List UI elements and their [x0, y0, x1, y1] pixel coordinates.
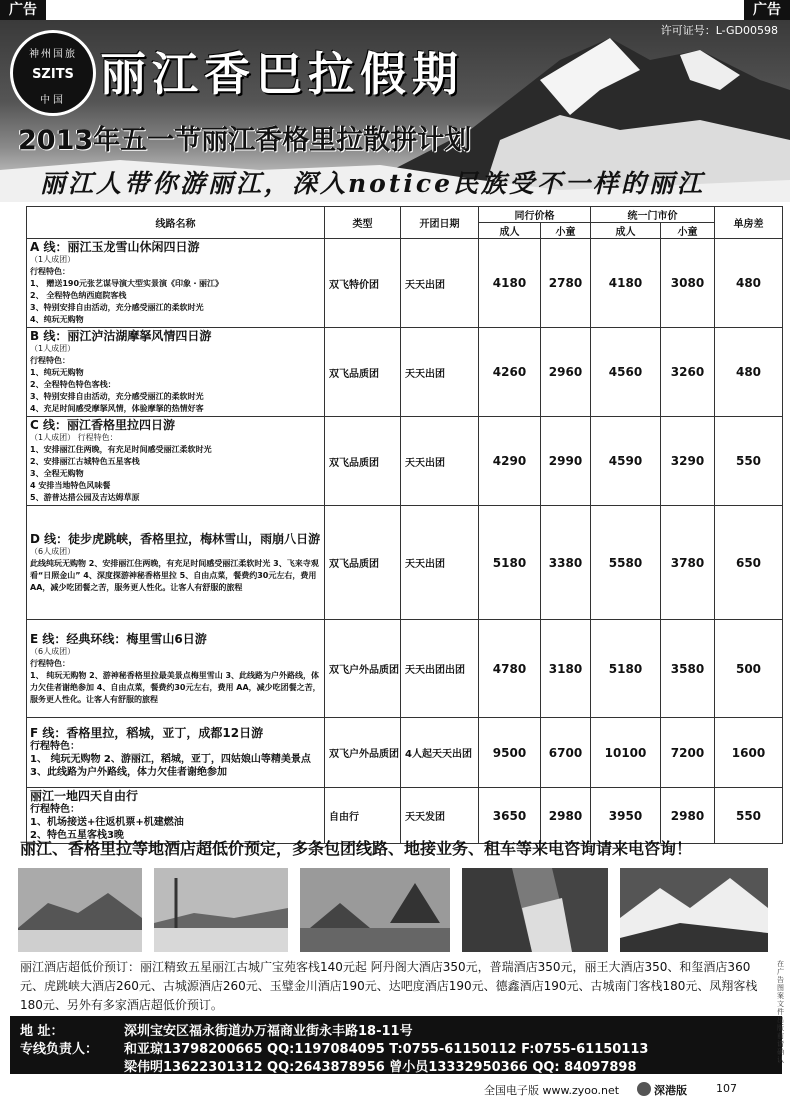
page-number: 107 — [716, 1082, 737, 1095]
header-route: 线路名称 — [27, 207, 325, 239]
headline: 2013年五一节丽江香格里拉散拼计划 — [18, 125, 472, 156]
route-description — [27, 620, 325, 718]
peer-adult-price: 4260 — [479, 328, 541, 417]
logo-top-text: 神州国旅 — [29, 49, 77, 60]
route-type: 双飞特价团 — [325, 239, 401, 328]
route-type: 双飞品质团 — [325, 506, 401, 620]
header-retail-price: 统一门市价 — [591, 207, 715, 223]
hotel-price-list: 丽江酒店超低价预订：丽江精致五星丽江古城广宝苑客栈140元起 阿丹阁大酒店350元，普瑞酒店350元，丽王大酒店350、和玺酒店360元、虎跳峡大酒店260元、古城源酒店260元、玉璧金川酒店190元、达吧度酒店190元、德鑫酒店190元、古城南门客栈180元、凤翔客栈180元、另外有多家酒店超低价预订。 — [20, 960, 758, 1012]
brand-title: 丽江香巴拉假期 — [100, 47, 464, 101]
retail-child-price: 2980 — [661, 788, 715, 844]
route-feature: 4 安排当地特色风味餐 — [30, 481, 111, 490]
contact-person-label: 专线负责人： — [20, 1042, 99, 1057]
retail-adult-price: 5180 — [591, 620, 661, 718]
route-feature: 2、全程特色特色客栈： — [30, 380, 116, 389]
route-feature: 行程特色： — [30, 267, 70, 276]
route-feature: 1、安排丽江住两晚，有充足时间感受丽江柔软时光 — [30, 445, 212, 454]
route-feature: 1、 赠送190元张艺谋导演大型实景演《印象・丽江》 — [30, 279, 224, 288]
ad-tag-right: 广告 — [744, 0, 790, 20]
hotel-booking-headline: 丽江、香格里拉等地酒店超低价预定，多条包团线路、地接业务、租车等来电咨询请来电咨询！ — [20, 839, 693, 858]
photo-gorge — [462, 868, 608, 952]
route-description — [27, 417, 325, 506]
route-row — [27, 417, 783, 506]
contact-row-2 — [20, 1056, 637, 1075]
route-description — [27, 328, 325, 417]
address-label: 地 址： — [20, 1024, 64, 1039]
route-type: 双飞户外品质团 — [325, 620, 401, 718]
single-room-supplement: 500 — [715, 620, 783, 718]
route-description — [27, 239, 325, 328]
peer-child-price: 6700 — [541, 718, 591, 788]
header-type: 类型 — [325, 207, 401, 239]
retail-child-price: 3260 — [661, 328, 715, 417]
top-bar — [0, 0, 790, 20]
peer-adult-price: 4290 — [479, 417, 541, 506]
route-feature: 1、 纯玩无购物 2、游神秘香格里拉最美景点梅里雪山 3、此线路为户外路线，体力欠佳者谢绝参加 4、自由点菜，餐费约30元左右，费用 AA，减少吃团餐之苦，服务更人性化。让客人有舒服的旅程 — [30, 670, 321, 704]
retail-child-price: 3080 — [661, 239, 715, 328]
route-start-date: 天天出团 — [401, 239, 479, 328]
ad-tag-left: 广告 — [0, 0, 46, 20]
photo-strip — [18, 868, 768, 952]
route-feature: 1、纯玩无购物 — [30, 368, 84, 377]
single-room-supplement: 1600 — [715, 718, 783, 788]
header-single-supplement: 单房差 — [715, 207, 783, 239]
header-date: 开团日期 — [401, 207, 479, 239]
route-group-size: （1人成团） — [30, 344, 76, 353]
route-type: 自由行 — [325, 788, 401, 844]
retail-adult-price: 10100 — [591, 718, 661, 788]
logo-mid-text: SZITS — [32, 67, 74, 82]
route-row — [27, 239, 783, 328]
route-group-size: （6人成团） — [30, 646, 76, 656]
route-feature: 2、安排丽江古城特色五星客栈 — [30, 457, 140, 466]
peer-adult-price: 5180 — [479, 506, 541, 620]
route-row — [27, 328, 783, 417]
retail-child-price: 7200 — [661, 718, 715, 788]
peer-child-price: 2980 — [541, 788, 591, 844]
route-feature: 行程特色： — [30, 804, 80, 815]
retail-adult-price: 4560 — [591, 328, 661, 417]
contact-line-2: 梁伟明13622301312 QQ:2643878956 曾小员13332950366 QQ: 84097898 — [124, 1060, 637, 1075]
peer-adult-price: 4180 — [479, 239, 541, 328]
route-type: 双飞品质团 — [325, 328, 401, 417]
peer-child-price: 2990 — [541, 417, 591, 506]
route-row — [27, 506, 783, 620]
peer-child-price: 2780 — [541, 239, 591, 328]
license-number: 许可证号：L-GD00598 — [660, 24, 778, 37]
route-feature: 行程特色： — [30, 356, 70, 365]
route-price-table — [26, 206, 783, 844]
peer-child-price: 2960 — [541, 328, 591, 417]
peer-adult-price: 3650 — [479, 788, 541, 844]
route-feature: 4、纯玩无购物 — [30, 315, 84, 324]
route-feature: 1、机场接送+往返机票+机建燃油 — [30, 817, 184, 828]
banner — [0, 20, 790, 202]
route-feature: 4、充足时间感受摩拏风情，体验摩拏的热情好客 — [30, 404, 204, 413]
peer-child-price: 3180 — [541, 620, 591, 718]
slogan: 丽江人带你游丽江，深入notice民族受不一样的丽江 — [40, 169, 706, 198]
photo-temple — [300, 868, 450, 952]
retail-adult-price: 3950 — [591, 788, 661, 844]
route-group-size: （1人成团） 行程特色： — [30, 433, 118, 442]
header-peer-child: 小童 — [541, 223, 591, 239]
route-title: F 线：香格里拉，稻城，亚丁，成都12日游 — [30, 726, 264, 740]
photo-lake-mountain — [18, 868, 142, 952]
single-room-supplement: 480 — [715, 328, 783, 417]
route-feature: 3、特别安排自由活动，充分感受丽江的柔软时光 — [30, 303, 204, 312]
route-feature: 2、 全程特色纳西庭院客栈 — [30, 291, 127, 300]
retail-adult-price: 5580 — [591, 506, 661, 620]
route-feature: 此线纯玩无购物 2、安排丽江住两晚，有充足时间感受丽江柔软时光 3、飞来寺观看“日照金山” 4、深度探游神秘香格里拉 5、自由点菜，餐费约30元左右，费用 AA，减少吃团餐之苦，服务更人性化。让客人有舒服的旅程 — [30, 558, 319, 592]
route-description — [27, 506, 325, 620]
footer-site[interactable]: 全国电子版 www.zyoo.net — [484, 1084, 620, 1097]
route-description — [27, 718, 325, 788]
retail-child-price: 3580 — [661, 620, 715, 718]
route-title: C 线：丽江香格里拉四日游 — [30, 418, 175, 432]
contact-row-1 — [20, 1038, 648, 1057]
route-feature: 行程特色： — [30, 741, 80, 752]
route-type: 双飞户外品质团 — [325, 718, 401, 788]
route-title: 丽江一地四天自由行 — [30, 789, 139, 803]
logo-bottom-text: 中国 — [40, 95, 66, 106]
route-row — [27, 620, 783, 718]
retail-child-price: 3290 — [661, 417, 715, 506]
contact-box — [10, 1016, 782, 1074]
single-room-supplement: 480 — [715, 239, 783, 328]
route-title: A 线：丽江玉龙雪山休闲四日游 — [30, 240, 200, 254]
route-start-date: 天天出团 — [401, 328, 479, 417]
route-title: E 线：经典环线：梅里雪山6日游 — [30, 631, 207, 646]
route-group-size: （1人成团） — [30, 255, 76, 264]
header-retail-child: 小童 — [661, 223, 715, 239]
single-room-supplement: 650 — [715, 506, 783, 620]
route-feature: 行程特色： — [30, 658, 70, 668]
address-value: 深圳宝安区福永街道办万福商业街永丰路18-11号 — [124, 1024, 413, 1039]
peer-child-price: 3380 — [541, 506, 591, 620]
photo-snow-peaks — [620, 868, 768, 952]
route-type: 双飞品质团 — [325, 417, 401, 506]
single-room-supplement: 550 — [715, 417, 783, 506]
address-row — [20, 1020, 413, 1039]
route-start-date: 天天出团 — [401, 506, 479, 620]
edition-emblem-icon — [637, 1082, 651, 1096]
route-feature: 3、全程无购物 — [30, 469, 84, 478]
retail-adult-price: 4590 — [591, 417, 661, 506]
side-note: 在广告图案文件出版前请确认 — [777, 960, 784, 1064]
route-table-body — [27, 239, 783, 844]
retail-child-price: 3780 — [661, 506, 715, 620]
route-feature: 1、 纯玩无购物 2、游丽江，稻城，亚丁，四姑娘山等精美景点 3、此线路为户外路线，体力欠佳者谢绝参加 — [30, 754, 311, 778]
retail-adult-price: 4180 — [591, 239, 661, 328]
company-logo — [10, 30, 96, 116]
route-row — [27, 718, 783, 788]
route-start-date: 天天发团 — [401, 788, 479, 844]
header-peer-price: 同行价格 — [479, 207, 591, 223]
header-retail-adult: 成人 — [591, 223, 661, 239]
route-title: D 线：徒步虎跳峡，香格里拉，梅林雪山，雨崩八日游 — [30, 531, 321, 546]
footer-edition: 深港版 — [654, 1084, 687, 1097]
route-start-date: 天天出团 — [401, 417, 479, 506]
route-title: B 线：丽江泸沽湖摩拏风情四日游 — [30, 329, 212, 343]
contact-line-1: 和亚琼13798200665 QQ:1197084095 T:0755-61150112 F:0755-61150113 — [124, 1042, 649, 1057]
peer-adult-price: 9500 — [479, 718, 541, 788]
route-feature: 2、特色五星客栈3晚 — [30, 830, 124, 841]
route-start-date: 天天出团出团 — [401, 620, 479, 718]
photo-tree-lake — [154, 868, 288, 952]
route-feature: 5、游普达措公园及吉达姆草原 — [30, 493, 140, 502]
route-feature: 3、特别安排自由活动，充分感受丽江的柔软时光 — [30, 392, 204, 401]
route-start-date: 4人起天天出团 — [401, 718, 479, 788]
single-room-supplement: 550 — [715, 788, 783, 844]
header-peer-adult: 成人 — [479, 223, 541, 239]
peer-adult-price: 4780 — [479, 620, 541, 718]
page-footer — [0, 1080, 790, 1100]
route-group-size: （6人成团） — [30, 546, 76, 556]
